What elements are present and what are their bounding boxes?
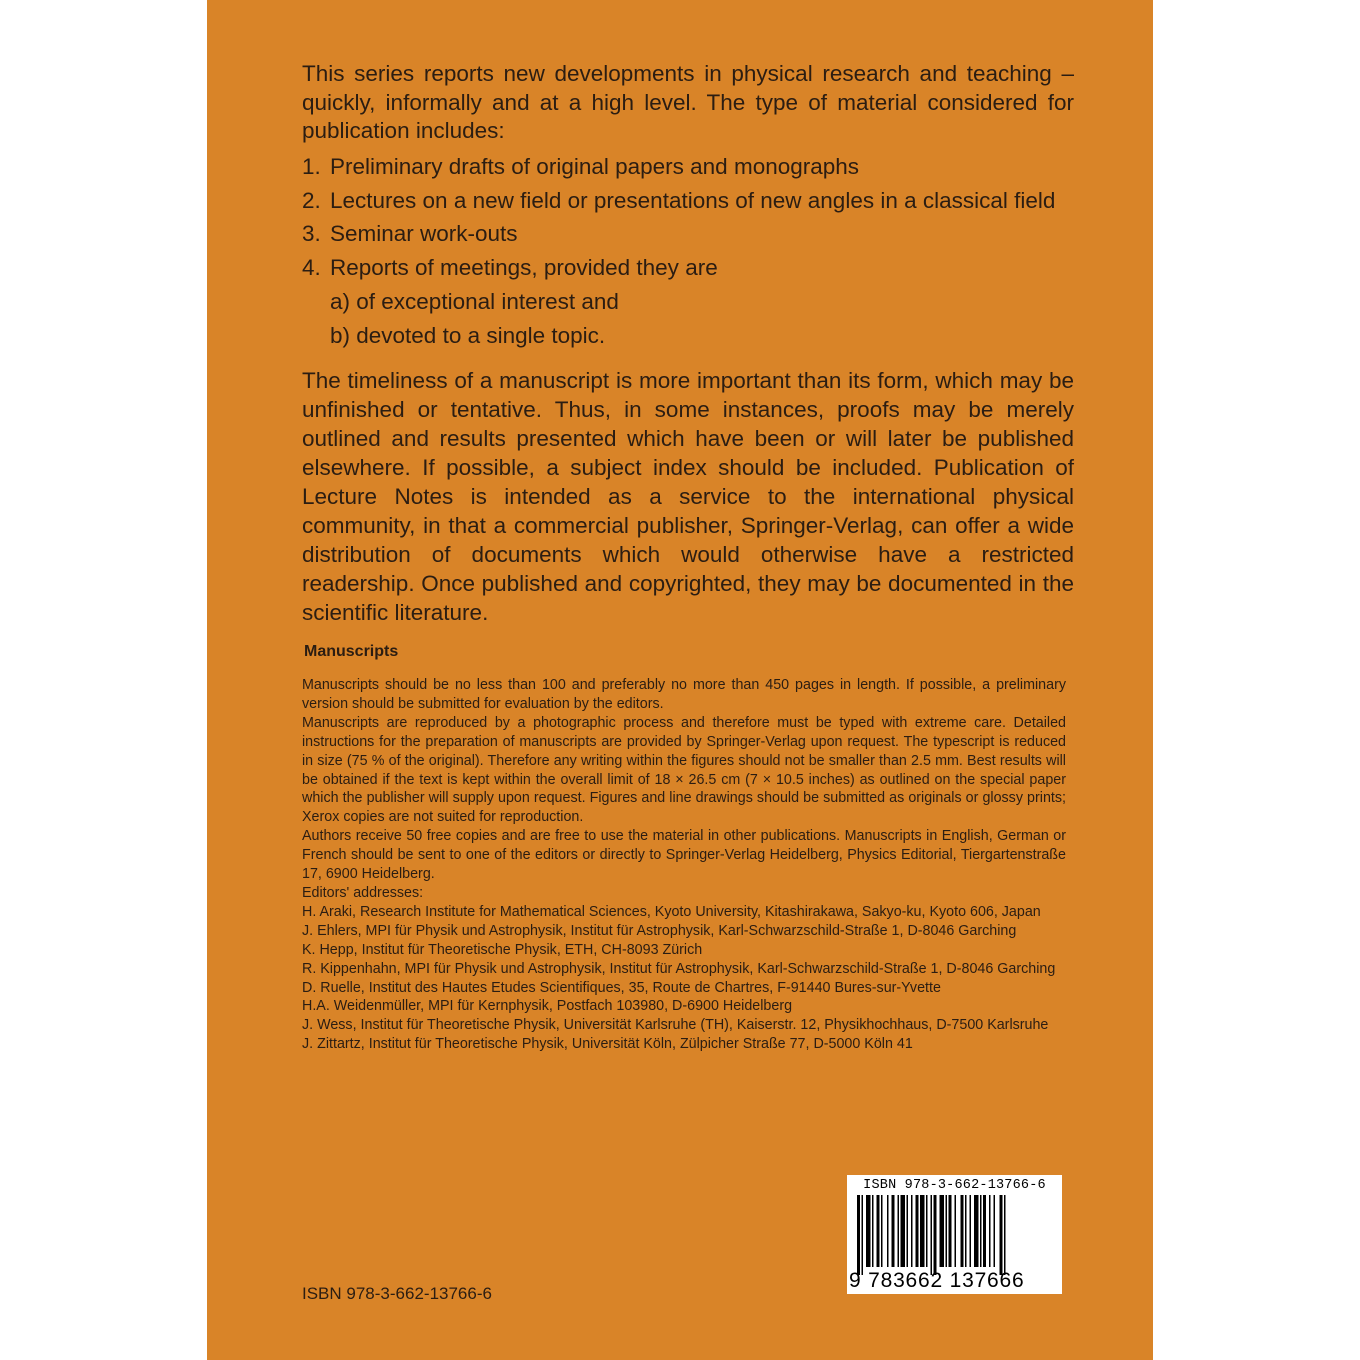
editor-address: D. Ruelle, Institut des Hautes Etudes Scientifiques, 35, Route de Chartres, F-91440 Bures-sur-Yvette <box>302 979 941 996</box>
barcode-bar <box>892 1195 895 1267</box>
series-intro: This series reports new developments in physical research and teaching – quickly, informally and at a high level. The type of material considered for publication includes: <box>302 61 1074 144</box>
barcode-bar <box>926 1195 928 1267</box>
barcode-bar <box>881 1195 883 1267</box>
barcode-isbn-label: ISBN 978-3-662-13766-6 <box>863 1178 1046 1193</box>
barcode-bar <box>961 1195 964 1267</box>
barcode-bar <box>1004 1195 1006 1275</box>
barcode-bar <box>862 1195 864 1275</box>
isbn-text: ISBN 978-3-662-13766-6 <box>302 1284 492 1303</box>
editors-heading: Editors' addresses: <box>302 884 424 901</box>
barcode-bar <box>989 1195 991 1267</box>
editor-address: R. Kippenhahn, MPI für Physik und Astrophysik, Institut für Astrophysik, Karl-Schwarzschild-Straße 1, D-8046 Garching <box>302 960 1056 977</box>
barcode-bar <box>931 1195 933 1275</box>
sub-list-item: a) of exceptional interest and <box>330 289 619 314</box>
barcode-bar <box>857 1195 860 1275</box>
barcode-bar <box>887 1195 889 1267</box>
barcode-bar <box>1000 1195 1003 1275</box>
manuscripts-reproduction-paragraph: Manuscripts are reproduced by a photographic process and therefore must be typed with extreme care. Detailed instructions for the preparation of manuscripts are provided by Springer-Verlag upon request. The typescript is reduced in size (75 % of the original). Therefore any writing within the figures should not be smaller than 2.5 mm. Best results will be obtained if the text is kept within the overall limit of 18 × 26.5 cm (7 × 10.5 inches) as outlined on the special paper which the publisher will supply upon request. Figures and line drawings should be submitted as originals or glossy prints; Xerox copies are not suited for reproduction. <box>302 714 1066 826</box>
back-cover <box>207 0 1153 1360</box>
barcode-bar <box>901 1195 906 1267</box>
barcode-bar <box>983 1195 986 1267</box>
barcode-bar <box>920 1195 925 1267</box>
editor-address: J. Wess, Institut für Theoretische Physik, Universität Karlsruhe (TH), Kaiserstr. 12, Physikhochhaus, D-7500 Karlsruhe <box>302 1017 1049 1034</box>
list-item: 3. Seminar work-outs <box>302 221 518 246</box>
barcode-bar <box>872 1195 874 1267</box>
barcode-bar <box>940 1195 945 1267</box>
barcode-bar <box>949 1195 952 1267</box>
barcode-bar <box>898 1195 900 1267</box>
barcode-bar <box>974 1195 979 1267</box>
list-item: 1. Preliminary drafts of original papers and monographs <box>302 154 860 179</box>
barcode-bars-icon <box>853 1195 1056 1275</box>
barcode-bar <box>955 1195 957 1267</box>
manuscripts-section <box>302 676 1066 1054</box>
barcode-bar <box>946 1195 948 1267</box>
barcode-bar <box>911 1195 913 1267</box>
barcode-bar <box>994 1195 996 1267</box>
manuscripts-length-paragraph: Manuscripts should be no less than 100 and preferably no more than 450 pages in length. If possible, a preliminary version should be submitted for evaluation by the editors. <box>302 677 1066 712</box>
list-item: 4. Reports of meetings, provided they are <box>302 255 718 280</box>
editor-address: H.A. Weidenmüller, MPI für Kernphysik, Postfach 103980, D-6900 Heidelberg <box>302 998 793 1015</box>
barcode-digits: 9 783662 137666 <box>849 1269 1025 1292</box>
editors-addresses <box>302 903 1066 1054</box>
editor-address: H. Araki, Research Institute for Mathematical Sciences, Kyoto University, Kitashirakawa, Sakyo-ku, Kyoto 606, Japan <box>302 903 1041 920</box>
barcode-bar <box>980 1195 982 1267</box>
list-item: 2. Lectures on a new field or presentations of new angles in a classical field <box>302 188 1056 213</box>
barcode-bar <box>965 1195 967 1267</box>
barcode-bar <box>970 1195 972 1267</box>
manuscripts-heading: Manuscripts <box>304 643 399 660</box>
barcode-bar <box>916 1195 919 1267</box>
barcode-bar <box>934 1195 937 1275</box>
editor-address: J. Ehlers, MPI für Physik und Astrophysik, Institut für Astrophysik, Karl-Schwarzschild-Straße 1, D-8046 Garching <box>302 922 1017 939</box>
barcode-bar <box>907 1195 909 1267</box>
barcode-bar <box>877 1195 880 1267</box>
timeliness-paragraph: The timeliness of a manuscript is more important than its form, which may be unfinished or tentative. Thus, in some instances, proofs may be merely outlined and results presented which have been or will later be published elsewhere. If possible, a subject index should be included. Publication of Lecture Notes is intended as a service to the international physical community, in that a commercial publisher, Springer-Verlag, can offer a wide distribution of documents which would otherwise have a restricted readership. Once published and copyrighted, they may be documented in the scientific literature. <box>302 368 1074 625</box>
editor-address: J. Zittartz, Institut für Theoretische Physik, Universität Köln, Zülpicher Straße 77, D-5000 Köln 41 <box>302 1036 913 1053</box>
isbn-barcode <box>847 1175 1062 1294</box>
sub-list-item: b) devoted to a single topic. <box>330 323 606 348</box>
barcode-bar <box>866 1195 871 1267</box>
editor-address: K. Hepp, Institut für Theoretische Physik, ETH, CH-8093 Zürich <box>302 941 703 958</box>
manuscripts-authors-paragraph: Authors receive 50 free copies and are free to use the material in other publications. Manuscripts in English, German or French should be sent to one of the editors or directly to Springer-Verlag Heidelberg, Physics Editorial, Tiergartenstraße 17, 6900 Heidelberg. <box>302 828 1066 883</box>
